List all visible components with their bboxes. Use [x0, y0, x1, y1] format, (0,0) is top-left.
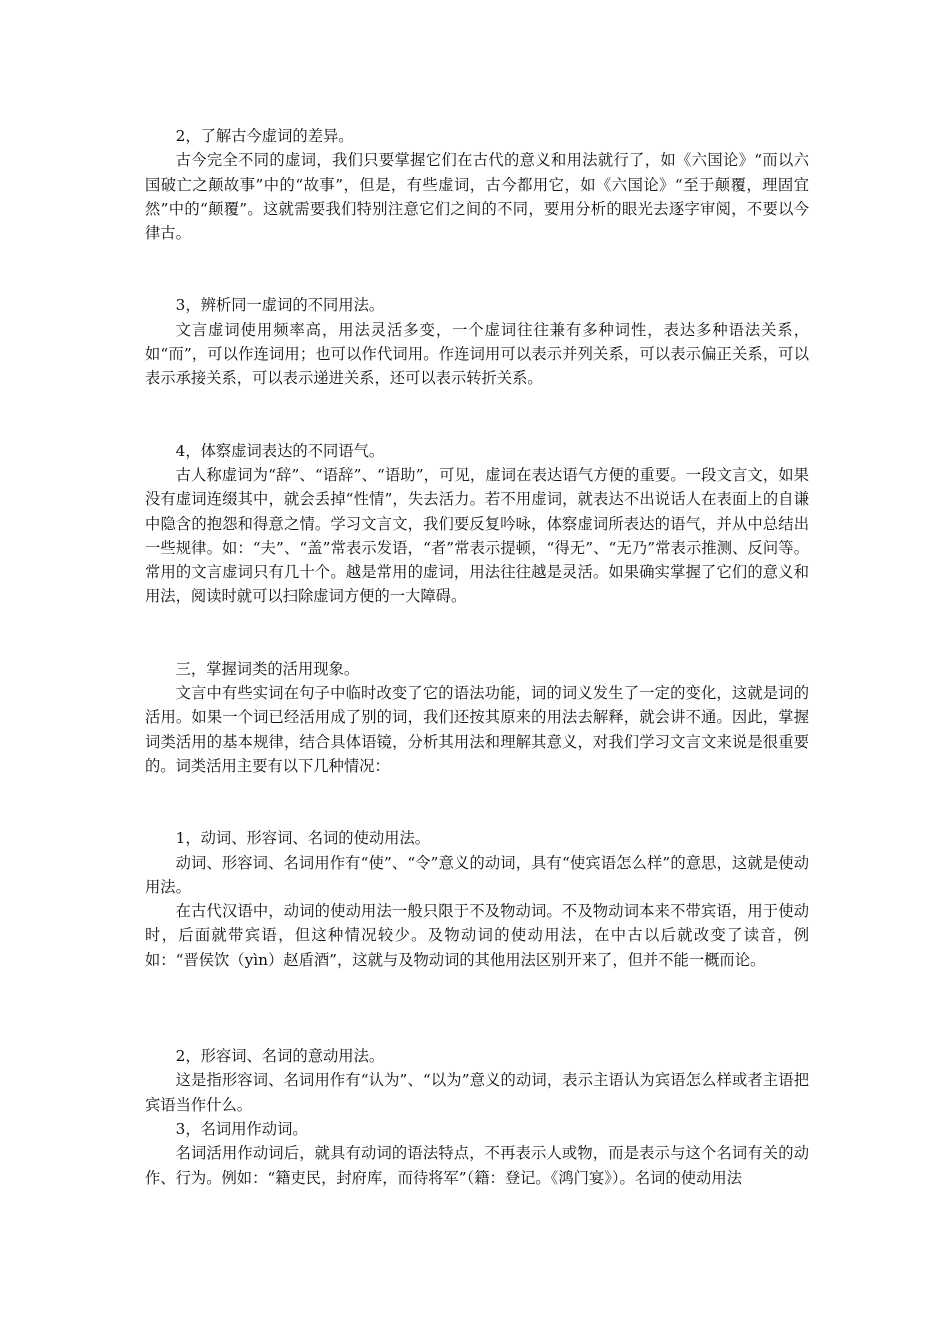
- section-heading: 2，了解古今虚词的差异。: [175, 127, 354, 145]
- document-page: [145, 124, 809, 1190]
- section-heading: 3，名词用作动词。: [175, 1119, 308, 1138]
- section-heading: 1，动词、形容词、名词的使动用法。: [175, 829, 431, 848]
- paragraph: 这是指形容词、名词用作有“认为”、“以为”意义的动词，表示主语认为宾语怎么样或者主语把宾语当作什么。: [145, 1071, 809, 1114]
- paragraph: 文言中有些实词在句子中临时改变了它的语法功能，词的词义发生了一定的变化，这就是词的活用。如果一个词已经活用成了别的词，我们还按其原来的用法去解释，就会讲不通。因此，掌握词类活用的基本规律，结合具体语镜，分析其用法和理解其意义，对我们学习文言文来说是很重要的。词类活用主要有以下几种情况：: [145, 684, 809, 775]
- part-heading: 三，掌握词类的活用现象。: [175, 659, 360, 678]
- section-heading: 3，辨析同一虚词的不同用法。: [175, 296, 385, 315]
- paragraph: 文言虚词使用频率高，用法灵活多变，一个虚词往往兼有多种词性，表达多种语法关系，如“而”，可以作连词用；也可以作代词用。作连词用可以表示并列关系，可以表示偏正关系，可以表示承接关系，可以表示递进关系，还可以表示转折关系。: [145, 320, 809, 388]
- paragraph: 在古代汉语中，动词的使动用法一般只限于不及物动词。不及物动词本来不带宾语，用于使动时，后面就带宾语，但这种情况较少。及物动词的使动用法，在中古以后就改变了读音，例如：“晋侯饮（yìn）赵盾酒”，这就与及物动词的其他用法区别开来了，但并不能一概而论。: [145, 902, 809, 969]
- paragraph: 动词、形容词、名词用作有“使”、“令”意义的动词，具有“使宾语怎么样”的意思，这就是使动用法。: [145, 853, 809, 896]
- paragraph: 古人称虚词为“辞”、“语辞”、“语助”，可见，虚词在表达语气方便的重要。一段文言文，如果没有虚词连缀其中，就会丢掉“性情”，失去活力。若不用虚词，就表达不出说话人在表面上的自谦中隐含的抱怨和得意之情。学习文言文，我们要反复吟咏，体察虚词所表达的语气，并从中总结出一些规律。如：“夫”、“盖”常表示发语，“者”常表示提顿，“得无”、“无乃”常表示推测、反问等。常用的文言虚词只有几十个。越是常用的虚词，用法往往越是灵活。如果确实掌握了它们的意义和用法，阅读时就可以扫除虚词方便的一大障碍。: [145, 465, 809, 606]
- section-heading: 2，形容词、名词的意动用法。: [175, 1047, 385, 1066]
- paragraph: 古今完全不同的虚词，我们只要掌握它们在古代的意义和用法就行了，如《六国论》“而以六国破亡之颠故事”中的“故事”，但是，有些虚词，古今都用它，如《六国论》“至于颠覆，理固宜然”中的“颠覆”。这就需要我们特别注意它们之间的不同，要用分析的眼光去逐字审阅，不要以今律古。: [145, 151, 809, 243]
- paragraph: 名词活用作动词后，就具有动词的语法特点，不再表示人或物，而是表示与这个名词有关的动作、行为。例如：“籍吏民，封府库，而待将军”（籍：登记。《鸿门宴》）。名词的使动用法: [145, 1144, 809, 1187]
- section-heading: 4，体察虚词表达的不同语气。: [175, 441, 385, 460]
